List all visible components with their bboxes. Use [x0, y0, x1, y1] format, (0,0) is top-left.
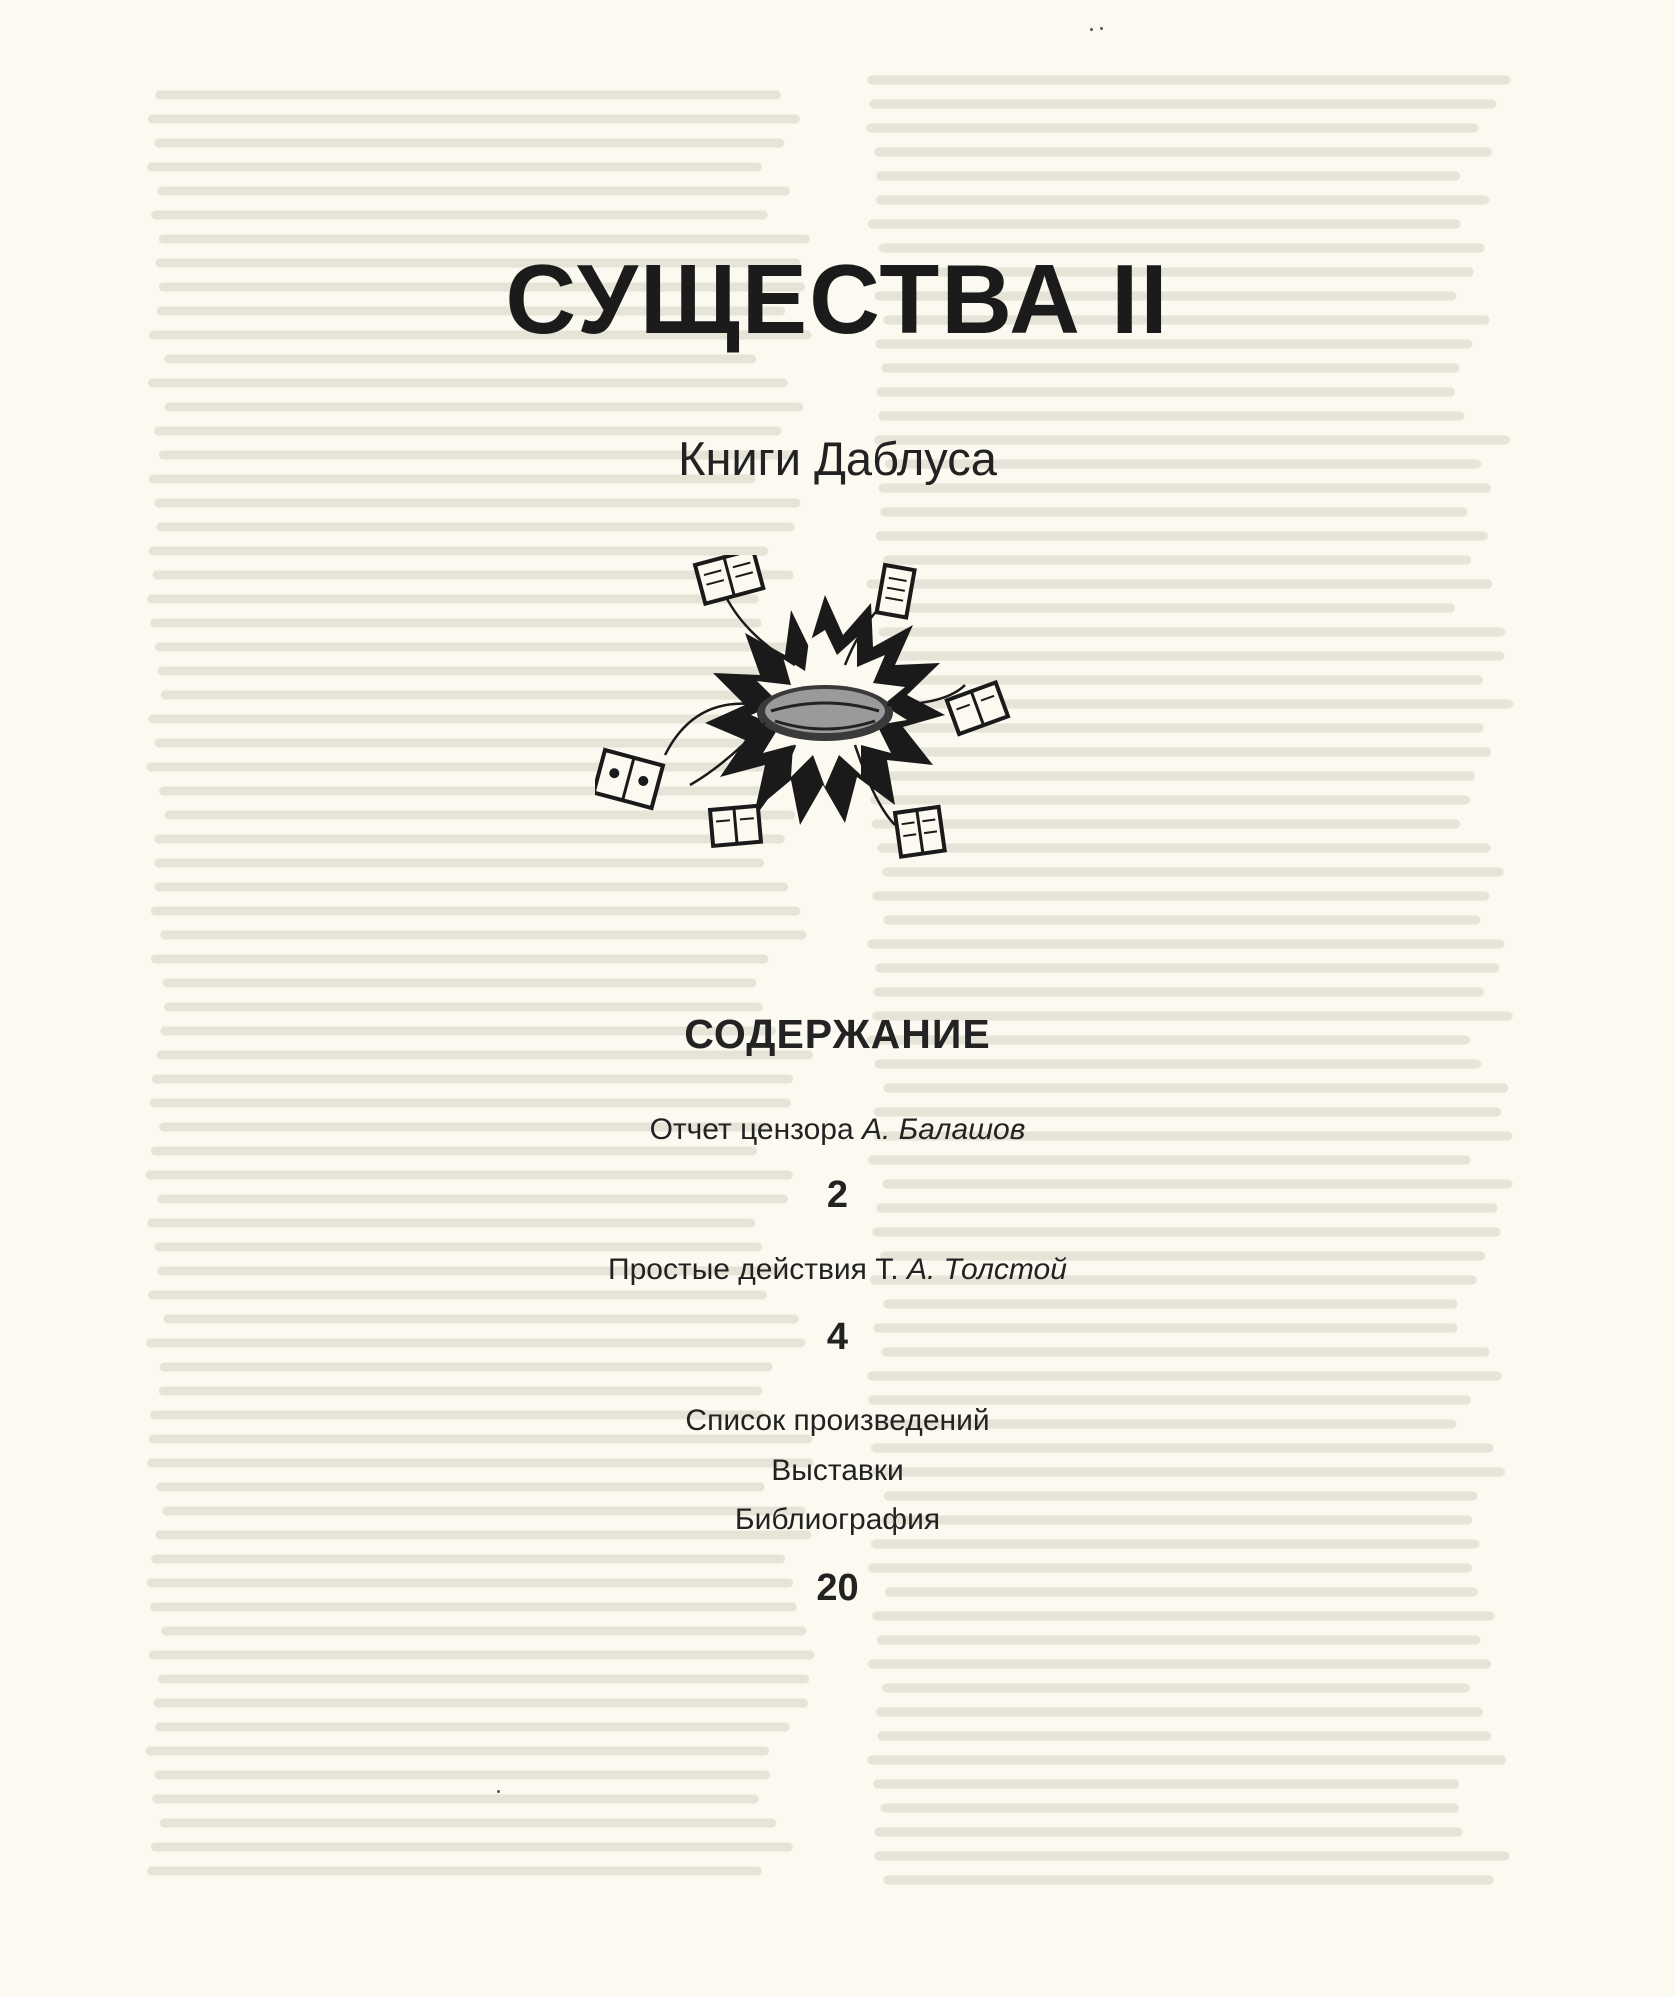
toc-page-number: 4 — [826, 1316, 849, 1358]
toc-entry-title: Отчет цензора — [649, 1113, 854, 1146]
toc-entry-author: А. Толстой — [906, 1253, 1067, 1286]
toc-section-exhibitions: Выставки — [771, 1454, 904, 1487]
toc-entry-simple-actions — [0, 1253, 1675, 1287]
toc-page-number: 20 — [816, 1567, 859, 1609]
burst-icon — [705, 595, 945, 825]
toc-page-number: 2 — [826, 1174, 849, 1216]
book-icon — [947, 682, 1008, 734]
toc-entry-author: А. Балашов — [861, 1113, 1026, 1146]
toc-entry-censor-report — [0, 1113, 1675, 1147]
book-icon — [710, 806, 761, 846]
page-title: СУЩЕСТВА II — [505, 244, 1170, 354]
exploding-books-illustration — [595, 555, 1055, 875]
scan-speck — [497, 1790, 500, 1793]
toc-section-works-list: Список произведений — [685, 1404, 990, 1437]
book-icon — [695, 555, 763, 604]
book-icon — [895, 807, 945, 857]
scan-speck — [1100, 27, 1103, 30]
contents-heading: СОДЕРЖАНИЕ — [684, 1011, 991, 1057]
scan-speck — [1090, 28, 1093, 31]
toc-entry-title: Простые действия Т. — [608, 1253, 899, 1286]
book-icon — [877, 565, 915, 617]
toc-section-bibliography: Библиография — [734, 1503, 941, 1536]
book-icon — [595, 750, 663, 808]
page-subtitle: Книги Даблуса — [678, 432, 997, 485]
